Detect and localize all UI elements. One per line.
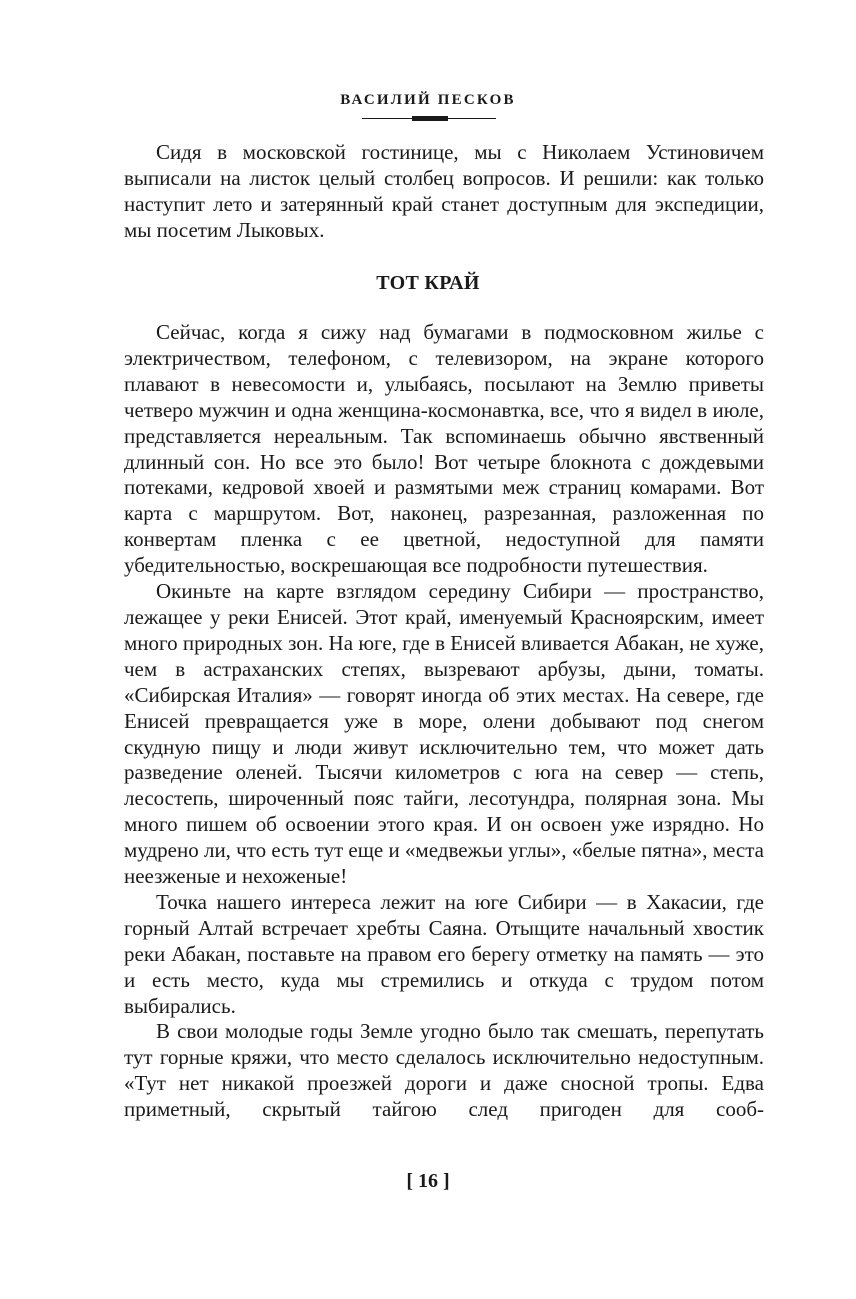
header-rule-accent bbox=[412, 116, 448, 121]
intro-block bbox=[124, 140, 764, 244]
paragraph: Точка нашего интереса лежит на юге Сибири — в Хакасии, где горный Алтай встречает хребты Саяна. Отыщите начальный хвостик реки Абакан, поставьте на правом его берегу отметку на память — это и есть место, куда мы стремились и откуда с трудом потом выбирались. bbox=[124, 889, 764, 1018]
intro-paragraph: Сидя в московской гостинице, мы с Николаем Устиновичем выписали на листок целый столбец вопросов. И решили: как только наступит лето и затерянный край станет доступным для экспедиции, мы посетим Лыковых. bbox=[124, 140, 764, 242]
page-number: [ 16 ] bbox=[406, 1170, 450, 1192]
running-head: ВАСИЛИЙ ПЕСКОВ bbox=[340, 92, 516, 108]
paragraph: В свои молодые годы Земле угодно было так смешать, перепутать тут горные кряжи, что место сделалось исключительно недоступным. «Тут нет никакой проезжей дороги и даже сносной тропы. Едва приметный, скрытый тайгою след пригоден для сооб- bbox=[124, 1019, 764, 1122]
body-text bbox=[124, 320, 764, 1123]
section-title: ТОТ КРАЙ bbox=[376, 272, 480, 294]
paragraph: Окиньте на карте взглядом середину Сибири — пространство, лежащее у реки Енисей. Этот край, именуемый Красноярским, имеет много природных зон. На юге, где в Енисей вливается Абакан, не хуже, чем в астраханских степях, вызревают арбузы, дыни, томаты. «Сибирская Италия» — говорят иногда об этих местах. На севере, где Енисей превращается уже в море, олени добывают под снегом скудную пищу и люди живут исключительно тем, что может дать разведение оленей. Тысячи километров с юга на север — степь, лесостепь, широченный пояс тайги, лесотундра, полярная зона. Мы много пишем об освоении этого края. И он освоен уже изрядно. Но мудрено ли, что есть тут еще и «медвежьи углы», «белые пятна», места неезженые и нехоженые! bbox=[124, 579, 765, 889]
paragraph: Сейчас, когда я сижу над бумагами в подмосковном жилье с электричеством, телефоном, с телевизором, на экране которого плавают в невесомости и, улыбаясь, посылают на Землю приветы четверо мужчин и одна женщина-космонавтка, все, что я видел в июле, представляется нереальным. Так вспоминаешь обычно явственный длинный сон. Но все это было! Вот четыре блокнота с дождевыми потеками, кедровой хвоей и размятыми меж страниц комарами. Вот карта с маршрутом. Вот, наконец, разрезанная, разложенная по конвертам пленка с ее цветной, недоступной для памяти убедительностью, воскрешающая все подробности путешествия. bbox=[124, 320, 764, 578]
